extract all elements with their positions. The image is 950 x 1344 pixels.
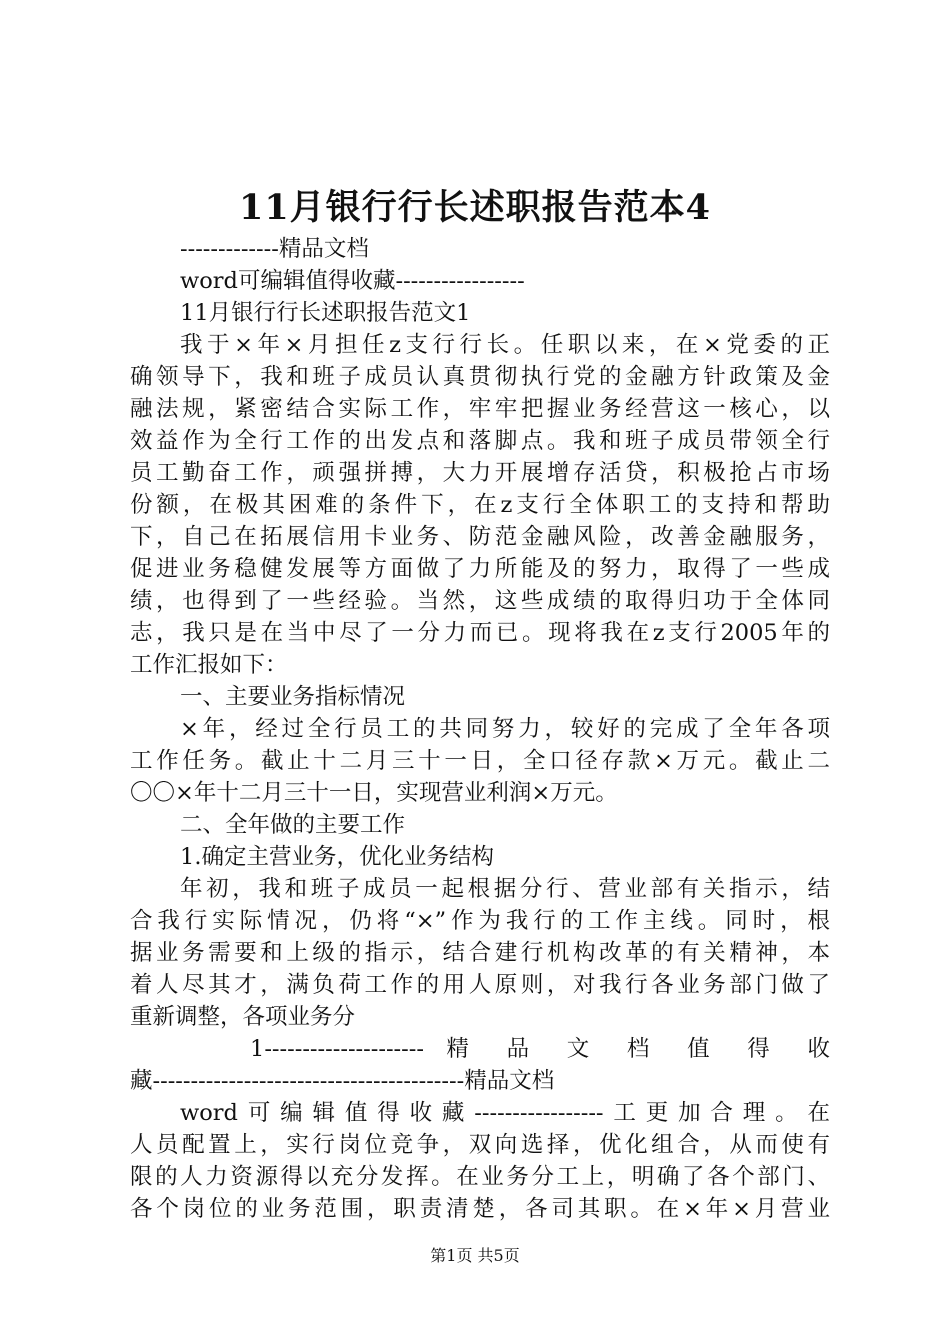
paragraph-line: 着人尽其才，满负荷工作的用人原则，对我行各业务部门做了 (130, 972, 830, 998)
paragraph-line: 我于×年×月担任z支行行长。任职以来，在×党委的正 (180, 332, 830, 358)
paragraph-line: word可编辑值得收藏-----------------工更加合理。在 (180, 1100, 830, 1126)
paragraph-line: 工作任务。截止十二月三十一日，全口径存款×万元。截止二 (130, 748, 830, 774)
paragraph-line: 〇〇×年十二月三十一日，实现营业利润×万元。 (130, 780, 618, 806)
watermark-separator-line: 1--------------------- 精 品 文 档 值 得 收 (250, 1036, 830, 1062)
paragraph-line: 年初，我和班子成员一起根据分行、营业部有关指示，结 (180, 876, 830, 902)
paragraph-line: 效益作为全行工作的出发点和落脚点。我和班子成员带领全行 (130, 428, 830, 454)
paragraph-line: 据业务需要和上级的指示，结合建行机构改革的有关精神，本 (130, 940, 830, 966)
page-number-footer: 第1页 共5页 (430, 1246, 520, 1265)
section-heading: 一、主要业务指标情况 (180, 684, 406, 710)
document-title: 11月银行行长述职报告范本4 (238, 187, 712, 228)
paragraph-line: 员工勤奋工作，顽强拼搏，大力开展增存活贷，积极抢占市场 (130, 460, 830, 486)
paragraph-line: 融法规，紧密结合实际工作，牢牢把握业务经营这一核心，以 (130, 396, 830, 422)
paragraph-line: 绩，也得到了一些经验。当然，这些成绩的取得归功于全体同 (130, 588, 830, 614)
watermark-separator-line: 藏-----------------------------------------精品文档 (130, 1068, 555, 1094)
paragraph-line: 各个岗位的业务范围，职责清楚，各司其职。在×年×月营业 (130, 1196, 830, 1222)
paragraph-line: 限的人力资源得以充分发挥。在业务分工上，明确了各个部门、 (130, 1164, 830, 1190)
watermark-header-line: -------------精品文档 (180, 236, 369, 262)
paragraph-line: 重新调整，各项业务分 (130, 1004, 356, 1030)
section-heading: 11月银行行长述职报告范文1 (180, 300, 471, 326)
paragraph-line: 工作汇报如下： (130, 652, 288, 678)
paragraph-line: 促进业务稳健发展等方面做了力所能及的努力，取得了一些成 (130, 556, 830, 582)
paragraph-line: 下，自己在拓展信用卡业务、防范金融风险，改善金融服务， (130, 524, 830, 550)
subsection-heading: 1.确定主营业务，优化业务结构 (180, 844, 494, 870)
watermark-header-line: word可编辑值得收藏----------------- (180, 268, 525, 294)
document-body (130, 233, 830, 1225)
paragraph-line: 份额，在极其困难的条件下，在z支行全体职工的支持和帮助 (130, 492, 830, 518)
paragraph-line: 人员配置上，实行岗位竞争，双向选择，优化组合，从而使有 (130, 1132, 830, 1158)
paragraph-line: 志，我只是在当中尽了一分力而已。现将我在z支行2005年的 (130, 620, 830, 646)
paragraph-line: ×年，经过全行员工的共同努力，较好的完成了全年各项 (180, 716, 830, 742)
paragraph-line: 确领导下，我和班子成员认真贯彻执行党的金融方针政策及金 (130, 364, 830, 390)
paragraph-line: 合我行实际情况，仍将“×”作为我行的工作主线。同时，根 (130, 908, 830, 934)
section-heading: 二、全年做的主要工作 (180, 812, 406, 838)
